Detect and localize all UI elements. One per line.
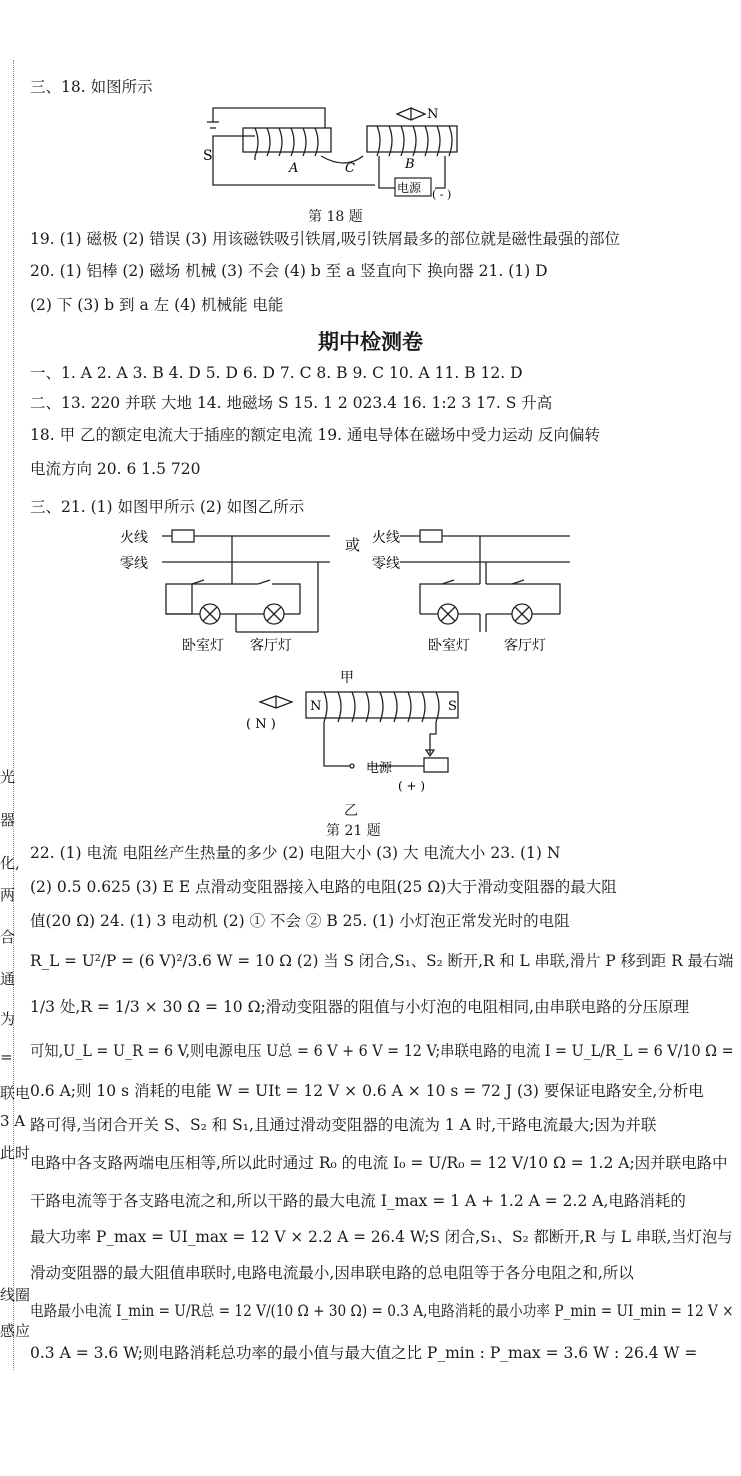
figure-21-wiring-diagram: [110, 522, 570, 662]
margin-fragment: 联电: [0, 1084, 31, 1102]
answer-line: (2) 0.5 0.625 (3) E E 点滑动变阻器接入电路的电阻(25 Ω)大于滑动变阻器的最大阻: [30, 878, 617, 896]
live-wire-label: 火线: [372, 530, 400, 546]
pole-n-label: N: [310, 699, 322, 714]
answer-line: 干路电流等于各支路电流之和,所以干路的最大电流 I_max = 1 A + 1.2 A = 2.2 A,电路消耗的: [30, 1192, 686, 1210]
figure-18-caption: 第 18 题: [308, 209, 363, 225]
neutral-wire-label: 零线: [120, 556, 148, 572]
answer-line: 三、18. 如图所示: [30, 78, 153, 96]
answer-line: 电流方向 20. 6 1.5 720: [30, 460, 201, 478]
answer-line: 滑动变阻器的最大阻值串联时,电路电流最小,因串联电路的总电阻等于各分电阻之和,所以: [30, 1264, 634, 1282]
answer-line: 三、21. (1) 如图甲所示 (2) 如图乙所示: [30, 498, 305, 516]
margin-fragment: 为: [0, 1010, 16, 1028]
polarity-label: ( + ): [398, 779, 426, 793]
needle-north-label: ( N ): [246, 717, 276, 732]
or-label: 或: [345, 536, 361, 554]
switch-label: S: [203, 148, 213, 164]
answer-line: 可知,U_L = U_R = 6 V,则电源电压 U总 = 6 V + 6 V = 12 V;串联电路的电流 I = U_L/R_L = 6 V/10 Ω =: [30, 1042, 734, 1060]
margin-fragment: 两: [0, 886, 16, 904]
answer-line: 0.3 A = 3.6 W;则电路消耗总功率的最小值与最大值之比 P_min : P_max = 3.6 W : 26.4 W =: [30, 1344, 698, 1362]
margin-fragment: 线圈: [0, 1286, 31, 1304]
pole-s-label: S: [448, 699, 457, 714]
margin-fragment: 感应: [0, 1322, 31, 1340]
answer-line: 最大功率 P_max = UI_max = 12 V × 2.2 A = 26.4 W;S 闭合,S₁、S₂ 都断开,R 与 L 串联,当灯泡与: [30, 1228, 733, 1246]
point-c-label: C: [345, 161, 355, 176]
figure-18-electromagnet-diagram: [195, 100, 475, 205]
margin-fragment: =: [0, 1048, 13, 1066]
binding-margin-line: [13, 60, 14, 1370]
answer-line: 20. (1) 铝棒 (2) 磁场 机械 (3) 不会 (4) b 至 a 竖直向下 换向器 21. (1) D: [30, 262, 548, 280]
coil-b-label: B: [405, 157, 415, 172]
margin-fragment: 器: [0, 811, 16, 829]
figure-21-electromagnet-diagram: [240, 662, 480, 802]
figure-21-caption: 第 21 题: [326, 823, 381, 839]
bedroom-lamp-label: 卧室灯: [428, 638, 470, 654]
answer-line: 1/3 处,R = 1/3 × 30 Ω = 10 Ω;滑动变阻器的阻值与小灯泡的电阻相同,由串联电路的分压原理: [30, 998, 690, 1016]
coil-a-label: A: [289, 161, 299, 176]
answer-line: 一、1. A 2. A 3. B 4. D 5. D 6. D 7. C 8. B 9. C 10. A 11. B 12. D: [30, 364, 523, 382]
polarity-label: ( - ): [432, 188, 452, 201]
power-source-label: 电源: [366, 761, 393, 776]
live-wire-label: 火线: [120, 530, 148, 546]
section-title: 期中检测卷: [318, 330, 423, 354]
figure-jia-label: 甲: [340, 670, 354, 686]
answer-line: 路可得,当闭合开关 S、S₂ 和 S₁,且通过滑动变阻器的电流为 1 A 时,干路电流最大;因为并联: [30, 1116, 657, 1134]
margin-fragment: 化,: [0, 854, 20, 872]
neutral-wire-label: 零线: [372, 556, 400, 572]
bedroom-lamp-label: 卧室灯: [182, 638, 224, 654]
answer-line: 0.6 A;则 10 s 消耗的电能 W = UIt = 12 V × 0.6 A × 10 s = 72 J (3) 要保证电路安全,分析电: [30, 1082, 704, 1100]
power-source-label: 电源: [397, 181, 422, 195]
margin-fragment: 通: [0, 970, 16, 988]
living-room-lamp-label: 客厅灯: [250, 638, 292, 654]
margin-fragment: 3 A: [0, 1112, 26, 1130]
answer-line: (2) 下 (3) b 到 a 左 (4) 机械能 电能: [30, 296, 284, 314]
living-room-lamp-label: 客厅灯: [504, 638, 546, 654]
margin-fragment: 此时: [0, 1144, 31, 1162]
answer-line: 22. (1) 电流 电阻丝产生热量的多少 (2) 电阻大小 (3) 大 电流大小 23. (1) N: [30, 844, 561, 862]
margin-fragment: 合: [0, 928, 16, 946]
answer-line: 18. 甲 乙的额定电流大于插座的额定电流 19. 通电导体在磁场中受力运动 反向偏转: [30, 426, 600, 444]
answer-line: 二、13. 220 并联 大地 14. 地磁场 S 15. 1 2 023.4 16. 1:2 3 17. S 升高: [30, 394, 553, 412]
answer-line: 值(20 Ω) 24. (1) 3 电动机 (2) ① 不会 ② B 25. (1) 小灯泡正常发光时的电阻: [30, 912, 570, 930]
answer-line: 电路最小电流 I_min = U/R总 = 12 V/(10 Ω + 30 Ω) = 0.3 A,电路消耗的最小功率 P_min = UI_min = 12 V ×: [30, 1302, 734, 1320]
figure-yi-label: 乙: [344, 803, 358, 819]
margin-fragment: 光: [0, 768, 16, 786]
answer-line: 电路中各支路两端电压相等,所以此时通过 R₀ 的电流 I₀ = U/R₀ = 12 V/10 Ω = 1.2 A;因并联电路中: [30, 1154, 728, 1172]
answer-line: 19. (1) 磁极 (2) 错误 (3) 用该磁铁吸引铁屑,吸引铁屑最多的部位就是磁性最强的部位: [30, 230, 621, 248]
answer-line: R_L = U²/P = (6 V)²/3.6 W = 10 Ω (2) 当 S 闭合,S₁、S₂ 断开,R 和 L 串联,滑片 P 移到距 R 最右端: [30, 952, 734, 970]
north-label: N: [427, 107, 439, 122]
